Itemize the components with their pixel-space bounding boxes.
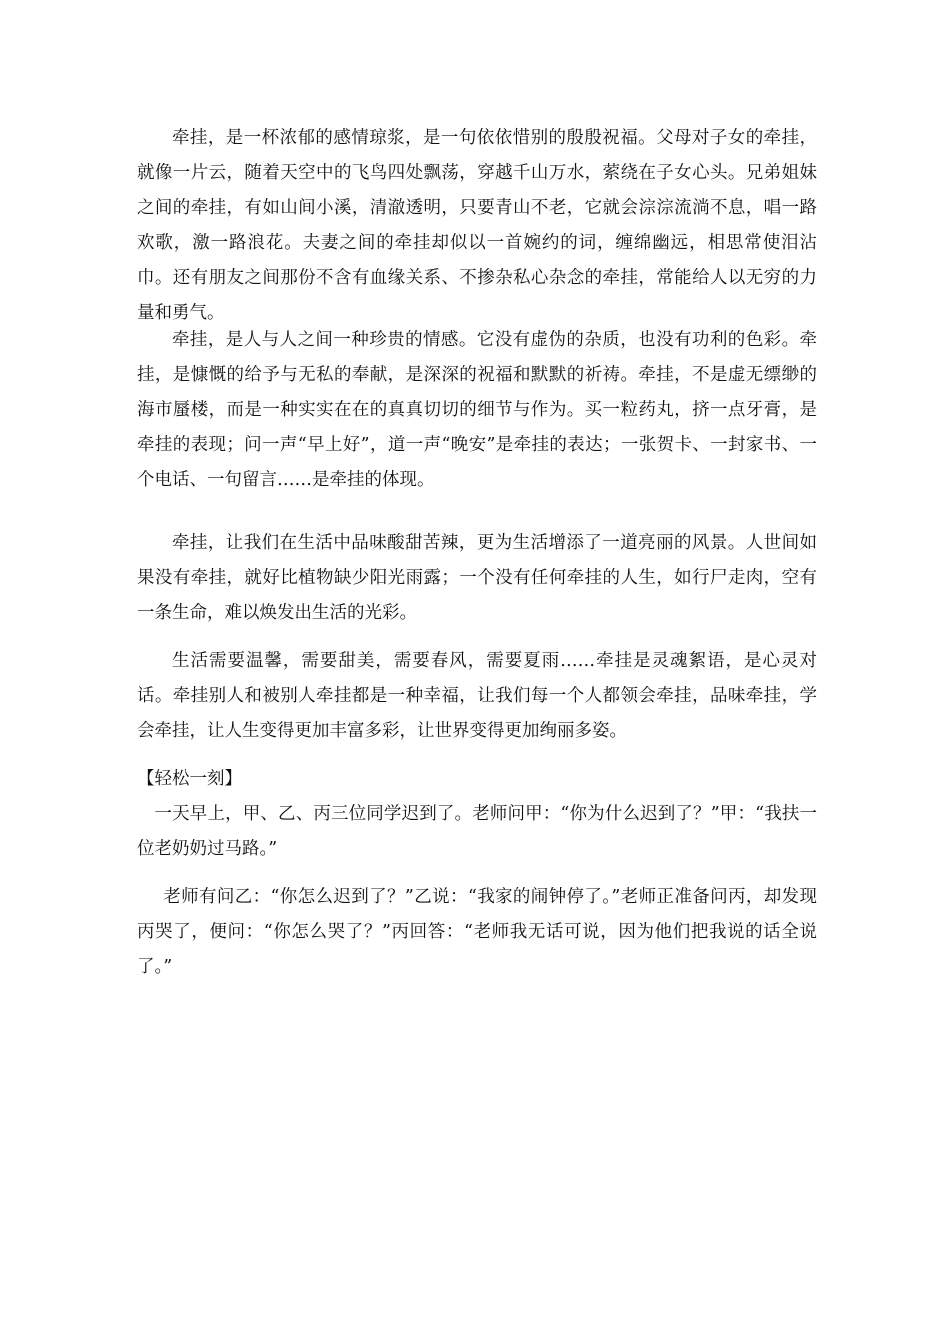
joke-paragraph-1: 一天早上，甲、乙、丙三位同学迟到了。老师问甲：“你为什么迟到了？”甲：“我扶一位老奶奶过马路。” bbox=[137, 804, 817, 859]
essay-paragraph-4: 生活需要温馨，需要甜美，需要春风，需要夏雨……牵挂是灵魂絮语，是心灵对话。牵挂别人和被别人牵挂都是一种幸福，让我们每一个人都领会牵挂，品味牵挂，学会牵挂，让人生变得更加丰富多彩，让世界变得更加绚丽多姿。 bbox=[137, 651, 817, 741]
essay-paragraph-1: 牵挂，是一杯浓郁的感情琼浆，是一句依依惜别的殷殷祝福。父母对子女的牵挂，就像一片云，随着天空中的飞鸟四处飘荡，穿越千山万水，萦绕在子女心头。兄弟姐妹之间的牵挂，有如山间小溪，清澈透明，只要青山不老，它就会淙淙流淌不息，唱一路欢歌，激一路浪花。夫妻之间的牵挂却似以一首婉约的词，缠绵幽远，相思常使泪沾巾。还有朋友之间那份不含有血缘关系、不掺杂私心杂念的牵挂，常能给人以无穷的力量和勇气。 bbox=[137, 128, 817, 323]
essay-paragraph-3: 牵挂，让我们在生活中品味酸甜苦辣，更为生活增添了一道亮丽的风景。人世间如果没有牵挂，就好比植物缺少阳光雨露；一个没有任何牵挂的人生，如行尸走肉，空有一条生命，难以焕发出生活的光彩。 bbox=[137, 533, 817, 623]
section-heading: 【轻松一刻】 bbox=[137, 769, 242, 789]
essay-paragraph-2: 牵挂，是人与人之间一种珍贵的情感。它没有虚伪的杂质，也没有功利的色彩。牵挂，是慷慨的给予与无私的奉献，是深深的祝福和默默的祈祷。牵挂，不是虚无缥缈的海市蜃楼，而是一种实实在在的真真切切的细节与作为。买一粒药丸，挤一点牙膏，是牵挂的表现；问一声“早上好”，道一声“晚安”是牵挂的表达；一张贺卡、一封家书、一个电话、一句留言……是牵挂的体现。 bbox=[137, 330, 817, 490]
joke-paragraph-2: 老师有问乙：“你怎么迟到了？”乙说：“我家的闹钟停了。”老师正准备问丙，却发现丙哭了，便问：“你怎么哭了？”丙回答：“老师我无话可说，因为他们把我说的话全说了。” bbox=[137, 887, 817, 977]
